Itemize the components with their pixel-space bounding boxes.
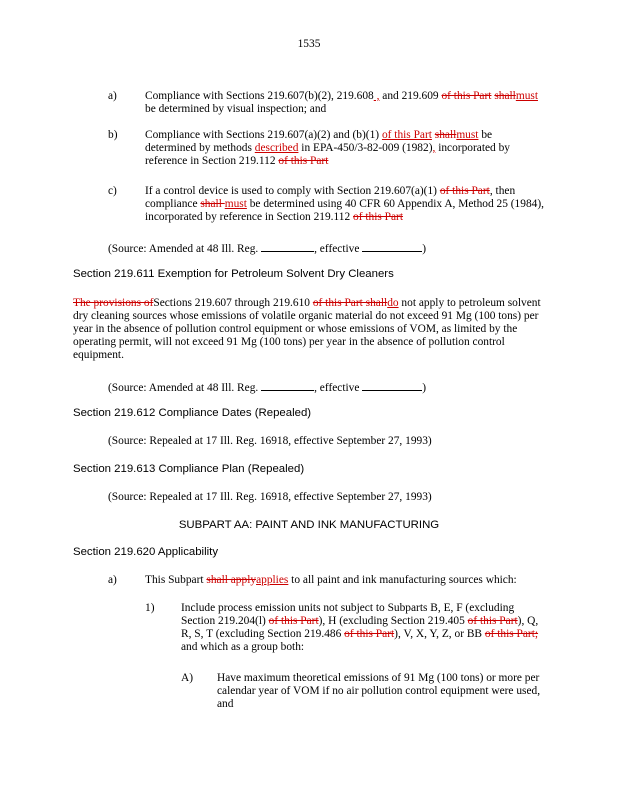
inserted-text: applies [256,574,289,586]
blank-line [261,241,314,252]
deleted-text: of this Part [344,628,395,640]
item-c-text [145,185,545,224]
section-620-item-1-marker: 1) [145,602,155,614]
deleted-text: The provisions of [73,297,154,309]
inserted-text: must [515,90,538,102]
deleted-text: of this Part [467,615,518,627]
text-run: be determined by methods [145,129,493,154]
inserted-text: of this Part [381,129,432,141]
section-611-body [73,297,545,362]
deleted-text: of this Part [278,155,329,167]
deleted-text: ; [534,628,539,640]
section-620-heading: Section 219.620 Applicability [73,546,219,558]
text-run: Include process emission units not subject to Subparts B, E, F (excluding Section 219.204(l) [181,602,515,627]
page-number: 1535 [297,38,321,50]
deleted-text: of this Part [353,211,404,223]
text-run: and which as a group both: [181,641,305,653]
source-prefix: (Source: Amended at 48 Ill. Reg. [108,382,262,394]
inserted-text: must [456,129,479,141]
inserted-text: , [432,142,436,154]
inserted-text: , [373,90,380,102]
inserted-text: must [224,198,247,210]
text-run: to all paint and ink manufacturing sources which: [288,574,517,586]
item-b-text [145,129,545,168]
deleted-text: of this Part [439,185,490,197]
deleted-text: of this Part [441,90,492,102]
text-run: ), Q, R, S, T (excluding Section 219.486 [181,615,539,640]
subpart-title: SUBPART AA: PAINT AND INK MANUFACTURING [178,519,440,531]
text-run: This Subpart [145,574,207,586]
source-note-2 [108,380,528,395]
item-a-text [145,90,545,116]
source-middle: , effective [314,243,363,255]
section-611-heading: Section 219.611 Exemption for Petroleum Solvent Dry Cleaners [73,268,394,280]
text-run: ), H (excluding Section 219.405 [318,615,468,627]
section-620-item-A-marker: A) [181,672,194,684]
source-middle: , effective [314,382,363,394]
section-613-heading: Section 219.613 Compliance Plan (Repealed) [73,463,305,475]
item-b-marker: b) [108,129,118,141]
source-suffix: ) [422,382,427,394]
section-620-item-a-marker: a) [108,574,117,586]
deleted-text: of this Part [268,615,319,627]
source-suffix: ) [422,243,427,255]
blank-line [362,380,422,391]
text-run: If a control device is used to comply with Section 219.607(a)(1) [145,185,440,197]
source-prefix: (Source: Amended at 48 Ill. Reg. [108,243,262,255]
item-a-marker: a) [108,90,117,102]
section-613-source: (Source: Repealed at 17 Ill. Reg. 16918, effective September 27, 1993) [108,491,432,503]
text-run: Compliance with Sections 219.607(b)(2), 219.608 [145,90,374,102]
deleted-text: shall [200,198,225,210]
item-c-marker: c) [108,185,117,197]
deleted-text: shall [494,90,516,102]
deleted-text: of this Part shall [312,297,388,309]
blank-line [261,380,314,391]
text-run: and 219.609 [379,90,442,102]
text-run: in EPA-450/3-82-009 (1982) [298,142,433,154]
deleted-text: shall apply [206,574,257,586]
text-run: be determined using 40 CFR 60 Appendix A, Method 25 (1984), incorporated by reference in Section 219.112 [145,198,544,223]
text-run: ), V, X, Y, Z, or BB [394,628,485,640]
section-620-item-A-text: Have maximum theoretical emissions of 91 Mg (100 tons) or more per calendar year of VOM if no air pollution control equipment were used, and [217,672,541,710]
section-612-source: (Source: Repealed at 17 Ill. Reg. 16918, effective September 27, 1993) [108,435,432,447]
inserted-text: described [254,142,299,154]
source-note-1 [108,241,528,256]
section-620-item-a-text [145,574,555,587]
text-run: Sections 219.607 through 219.610 [153,297,313,309]
section-620-item-1-text [181,602,543,654]
text-run: incorporated by reference in Section 219.112 [145,142,510,167]
blank-line [362,241,422,252]
deleted-text: of this Part [484,628,535,640]
section-612-heading: Section 219.612 Compliance Dates (Repealed) [73,407,312,419]
text-run: Compliance with Sections 219.607(a)(2) and (b)(1) [145,129,382,141]
text-run: not apply to petroleum solvent dry cleaning sources whose emissions of volatile organic material do not exceed 91 Mg (100 tons) per year in the absence of pollution control equipment or whose emissions of VOM, as limited by the operating permit, will not exceed 91 Mg (100 tons) per year in the absence of pollution control equipment. [73,297,541,361]
inserted-text: do [387,297,399,309]
text-run: be determined by visual inspection; and [145,103,327,115]
text-run: , then compliance [145,185,516,210]
deleted-text: shall [434,129,457,141]
